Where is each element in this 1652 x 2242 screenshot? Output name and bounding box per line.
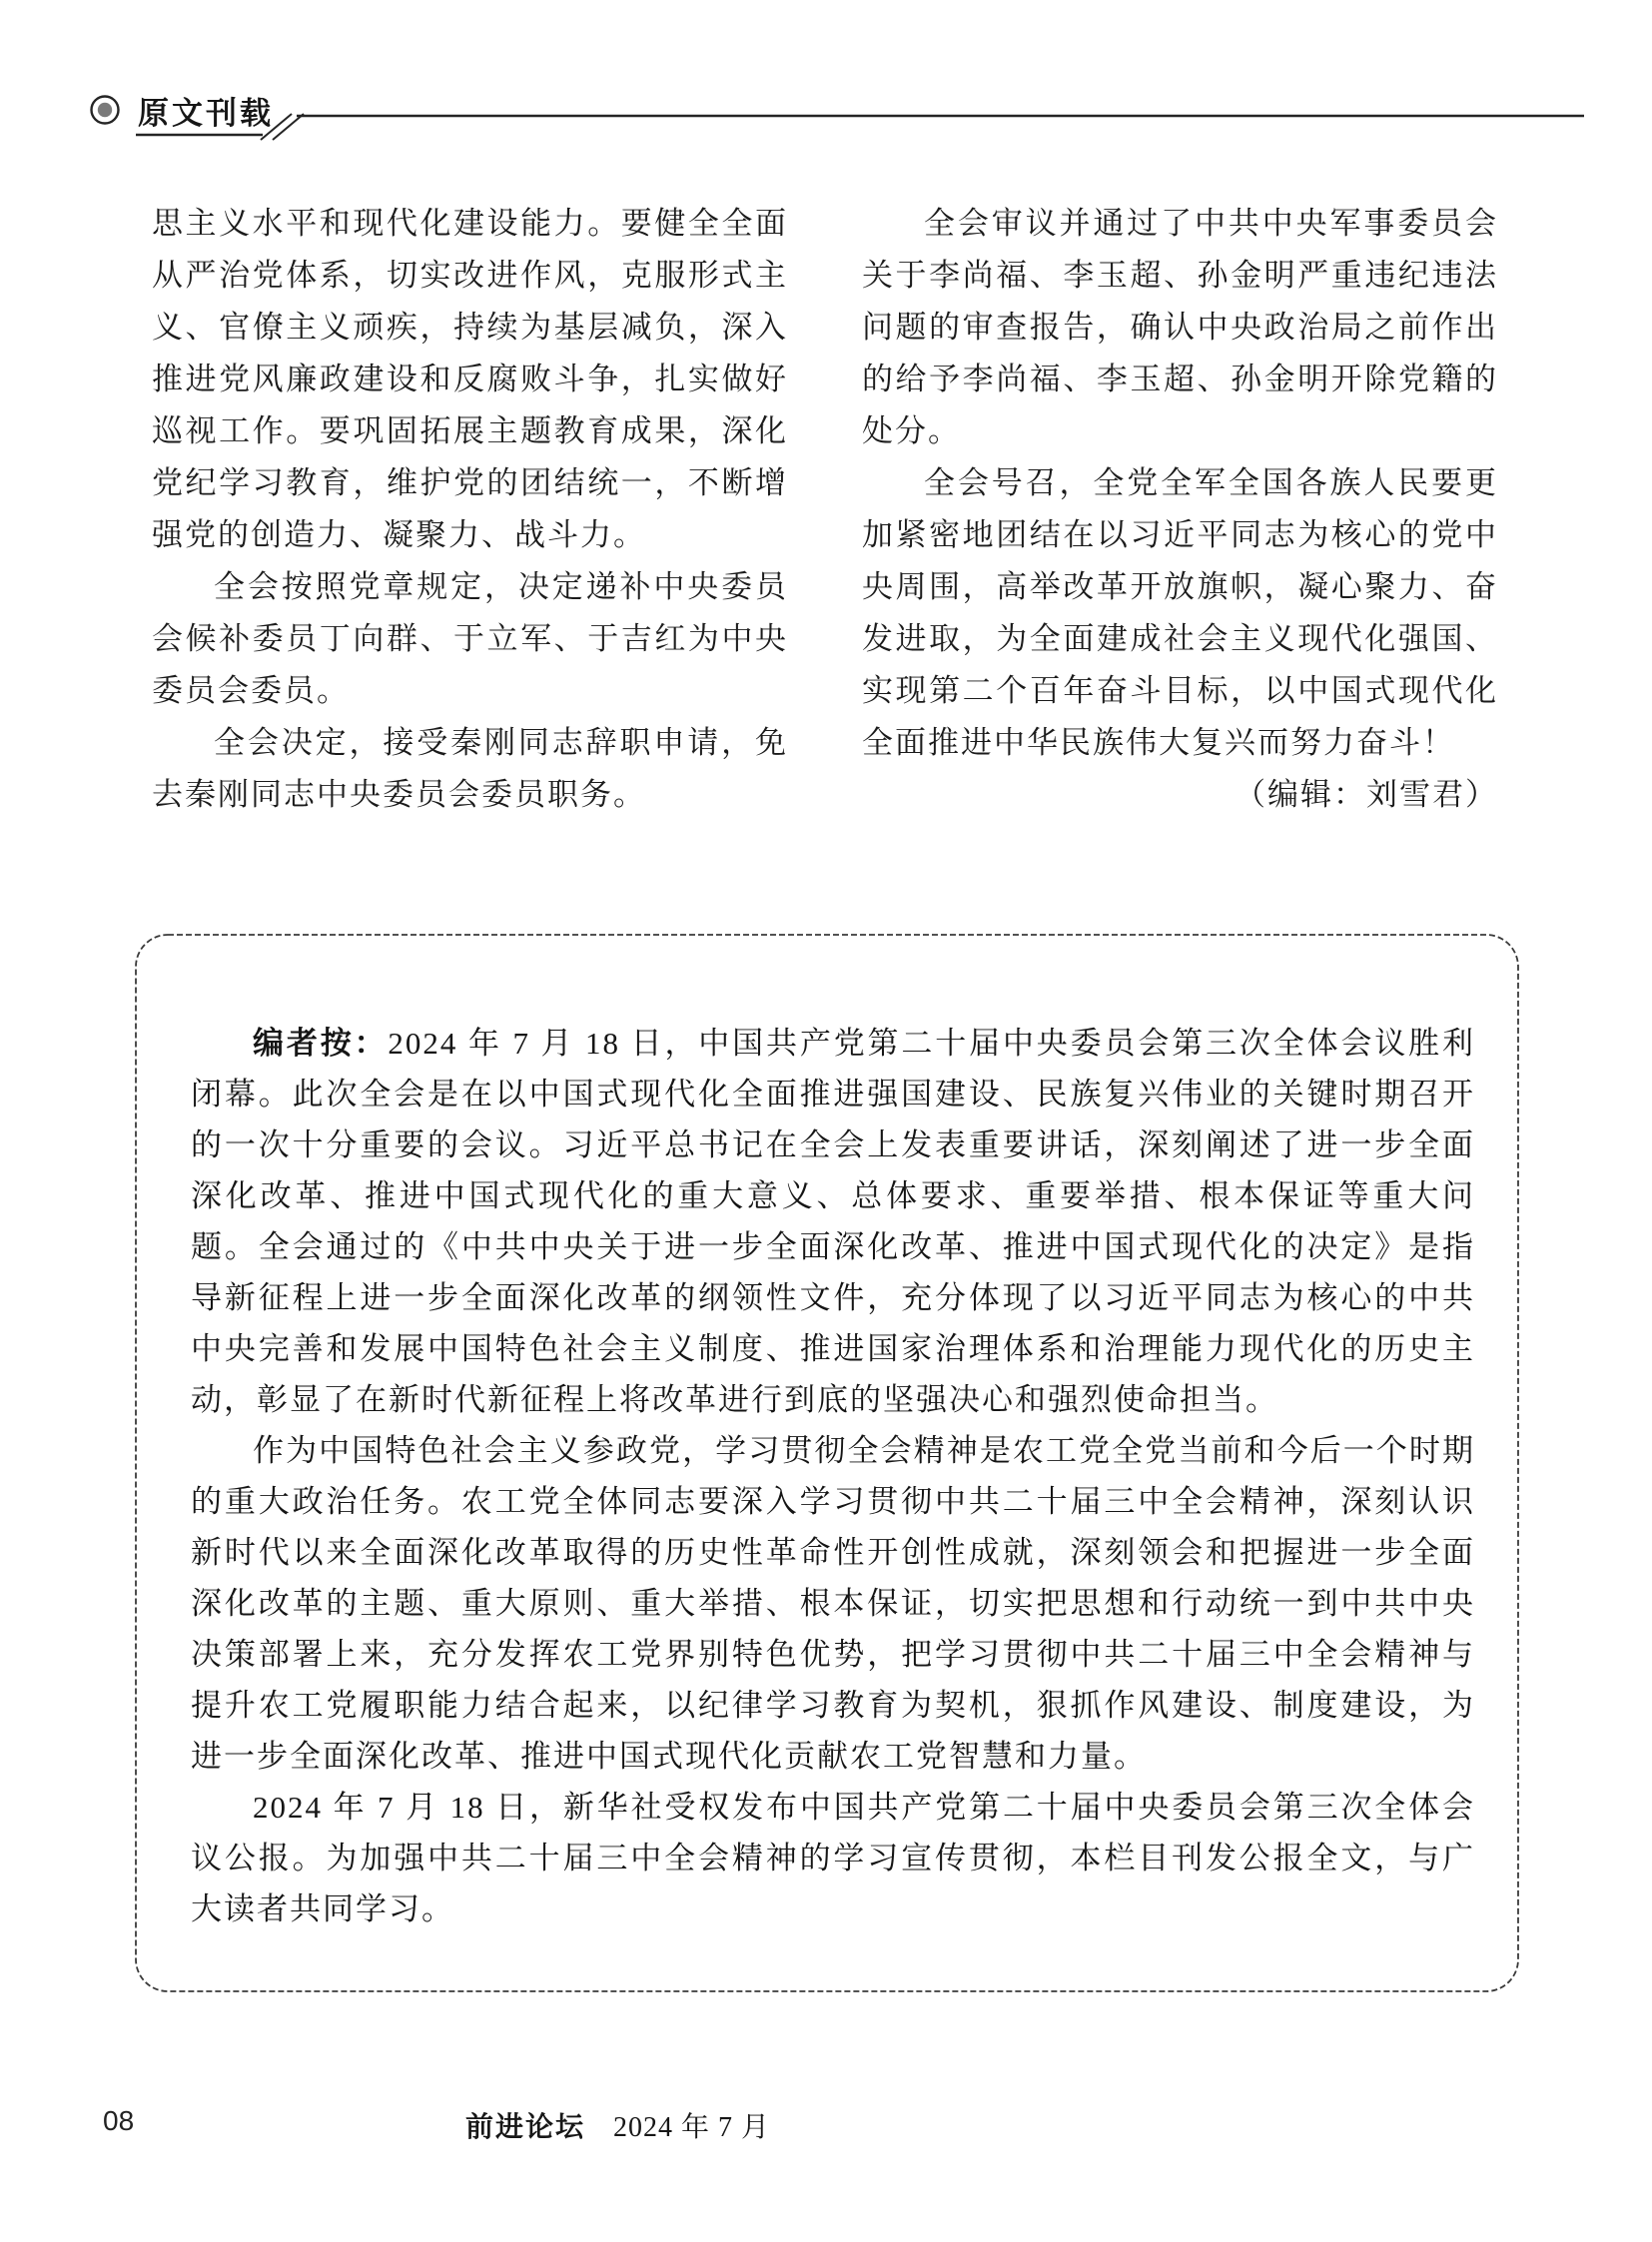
issue-date: 2024 年 7 月: [613, 2112, 771, 2143]
editor-credit: （编辑：刘雪君）: [1235, 777, 1498, 812]
article-column-left: [152, 198, 788, 821]
paragraph: 全会决定，接受秦刚同志辞职申请，免去秦刚同志中央委员会委员职务。: [152, 725, 788, 812]
paragraph-continuation: 思主义水平和现代化建设能力。要健全全面从严治党体系，切实改进作风，克服形式主义、官僚主义顽疾，持续为基层减负，深入推进党风廉政建设和反腐败斗争，扎实做好巡视工作。要巩固拓展主题教育成果，深化党纪学习教育，维护党的团结统一，不断增强党的创造力、凝聚力、战斗力。: [152, 206, 788, 552]
editor-note-content: [191, 1018, 1475, 1934]
editor-note-lead: 编者按：: [253, 1026, 389, 1061]
editor-note-box: [133, 932, 1521, 1994]
section-label: 原文刊载: [138, 96, 274, 131]
paragraph: 全会号召，全党全军全国各族人民要更加紧密地团结在以习近平同志为核心的党中央周围，高举改革开放旗帜，凝心聚力、奋发进取，为全面建成社会主义现代化强国、实现第二个百年奋斗目标，以中国式现代化全面推进中华民族伟大复兴而努力奋斗！: [862, 465, 1498, 760]
editor-note-paragraph: [191, 1018, 1475, 1425]
page-number: 08: [103, 2105, 135, 2136]
section-bullet-icon: [92, 97, 119, 124]
paragraph: 全会审议并通过了中共中央军事委员会关于李尚福、李玉超、孙金明严重违纪违法问题的审查报告，确认中央政治局之前作出的给予李尚福、李玉超、孙金明开除党籍的处分。: [862, 206, 1498, 448]
editor-note-paragraph: 作为中国特色社会主义参政党，学习贯彻全会精神是农工党全党当前和今后一个时期的重大政治任务。农工党全体同志要深入学习贯彻中共二十届三中全会精神，深刻认识新时代以来全面深化改革取得的历史性革命性开创性成就，深刻领会和把握进一步全面深化改革的主题、重大原则、重大举措、根本保证，切实把思想和行动统一到中共中央决策部署上来，充分发挥农工党界别特色优势，把学习贯彻中共二十届三中全会精神与提升农工党履职能力结合起来，以纪律学习教育为契机，狠抓作风建设、制度建设，为进一步全面深化改革、推进中国式现代化贡献农工党智慧和力量。: [191, 1433, 1475, 1774]
article-column-right: [862, 198, 1498, 821]
header-rule-decoration: [0, 0, 1652, 170]
journal-name: 前进论坛: [465, 2111, 586, 2142]
article-body: [152, 198, 1498, 821]
editor-note-paragraph: 2024 年 7 月 18 日，新华社受权发布中国共产党第二十届中央委员会第三次全体会议公报。为加强中共二十届三中全会精神的学习宣传贯彻，本栏目刊发公报全文，与广大读者共同学习。: [191, 1790, 1475, 1926]
paragraph: 全会按照党章规定，决定递补中央委员会候补委员丁向群、于立军、于吉红为中央委员会委员。: [152, 569, 788, 708]
footer-journal-line: [465, 2105, 770, 2145]
editor-note-text: 2024 年 7 月 18 日，中国共产党第二十届中央委员会第三次全体会议胜利闭幕。此次全会是在以中国式现代化全面推进强国建设、民族复兴伟业的关键时期召开的一次十分重要的会议。习近平总书记在全会上发表重要讲话，深刻阐述了进一步全面深化改革、推进中国式现代化的重大意义、总体要求、重要举措、根本保证等重大问题。全会通过的《中共中央关于进一步全面深化改革、推进中国式现代化的决定》是指导新征程上进一步全面深化改革的纲领性文件，充分体现了以习近平同志为核心的中共中央完善和发展中国特色社会主义制度、推进国家治理体系和治理能力现代化的历史主动，彰显了在新时代新征程上将改革进行到底的坚强决心和强烈使命担当。: [191, 1026, 1476, 1417]
